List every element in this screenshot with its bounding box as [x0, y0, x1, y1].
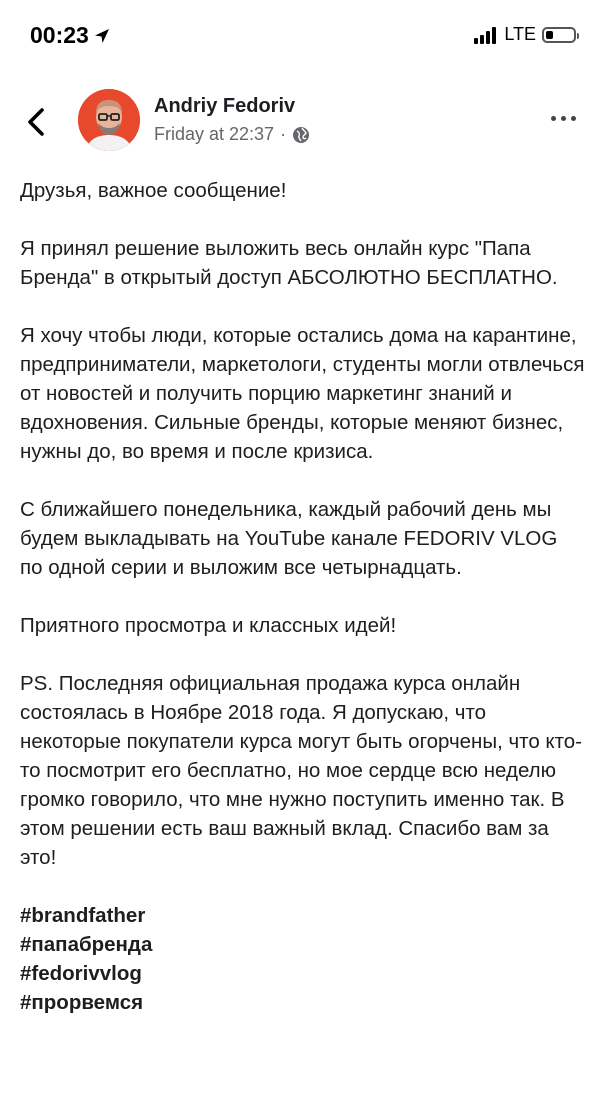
post-paragraph: Я хочу чтобы люди, которые остались дома на карантине, предприниматели, маркетологи, студенты могли отвлечься от новостей и получить порцию маркетинг знаний и вдохновения. Сильные бренды, которые меняют бизнес, нужны до, во время и после кризиса.: [20, 324, 585, 463]
hashtag-link[interactable]: #прорвемся: [20, 991, 144, 1014]
post-paragraph: Приятного просмотра и классных идей!: [20, 614, 397, 637]
post-paragraph: PS. Последняя официальная продажа курса онлайн состоялась в Ноябре 2018 года. Я допускаю, что некоторые покупатели курса могут быть огорчены, что кто-то посмотрит его бесплатно, но мое сердце всю неделю громко говорило, что мне нужно поступить именно так. В этом решении есть ваш важный вклад. Спасибо вам за это!: [20, 672, 582, 869]
hashtag-link[interactable]: #brandfather: [20, 904, 146, 927]
hashtag-link[interactable]: #fedorivvlog: [20, 962, 142, 985]
signal-strength-icon: [474, 26, 496, 44]
status-time-group: [30, 22, 111, 49]
post-body: [20, 176, 585, 1017]
author-avatar[interactable]: [78, 89, 140, 151]
post-meta: [154, 124, 310, 145]
status-time: 00:23: [30, 22, 89, 48]
post-paragraph: С ближайшего понедельника, каждый рабочий день мы будем выкладывать на YouTube канале FEDORIV VLOG по одной серии и выложим все четырнадцать.: [20, 498, 558, 579]
post-paragraph: Друзья, важное сообщение!: [20, 179, 287, 202]
post-timestamp[interactable]: Friday at 22:37: [154, 124, 275, 144]
location-arrow-icon: [93, 27, 111, 45]
chevron-left-icon: [22, 104, 52, 140]
avatar-portrait-image: [78, 89, 140, 151]
post-header: [0, 86, 600, 158]
meta-separator: ·: [280, 124, 287, 144]
network-type: LTE: [504, 24, 536, 44]
battery-icon: [542, 27, 576, 43]
more-dot-icon: [561, 116, 566, 121]
hashtag-link[interactable]: #папабренда: [20, 933, 153, 956]
globe-icon: [292, 126, 310, 144]
author-name[interactable]: Andriy Fedoriv: [154, 95, 296, 117]
more-dot-icon: [571, 116, 576, 121]
hashtag-list: [20, 901, 585, 1017]
status-indicators: [474, 24, 576, 45]
more-options-button[interactable]: [551, 116, 576, 121]
battery-level: [546, 31, 553, 39]
status-bar: [0, 0, 600, 74]
more-dot-icon: [551, 116, 556, 121]
post-paragraph: Я принял решение выложить весь онлайн курс "Папа Бренда" в открытый доступ АБСОЛЮТНО БЕСПЛАТНО.: [20, 237, 558, 289]
back-button[interactable]: [22, 104, 52, 140]
